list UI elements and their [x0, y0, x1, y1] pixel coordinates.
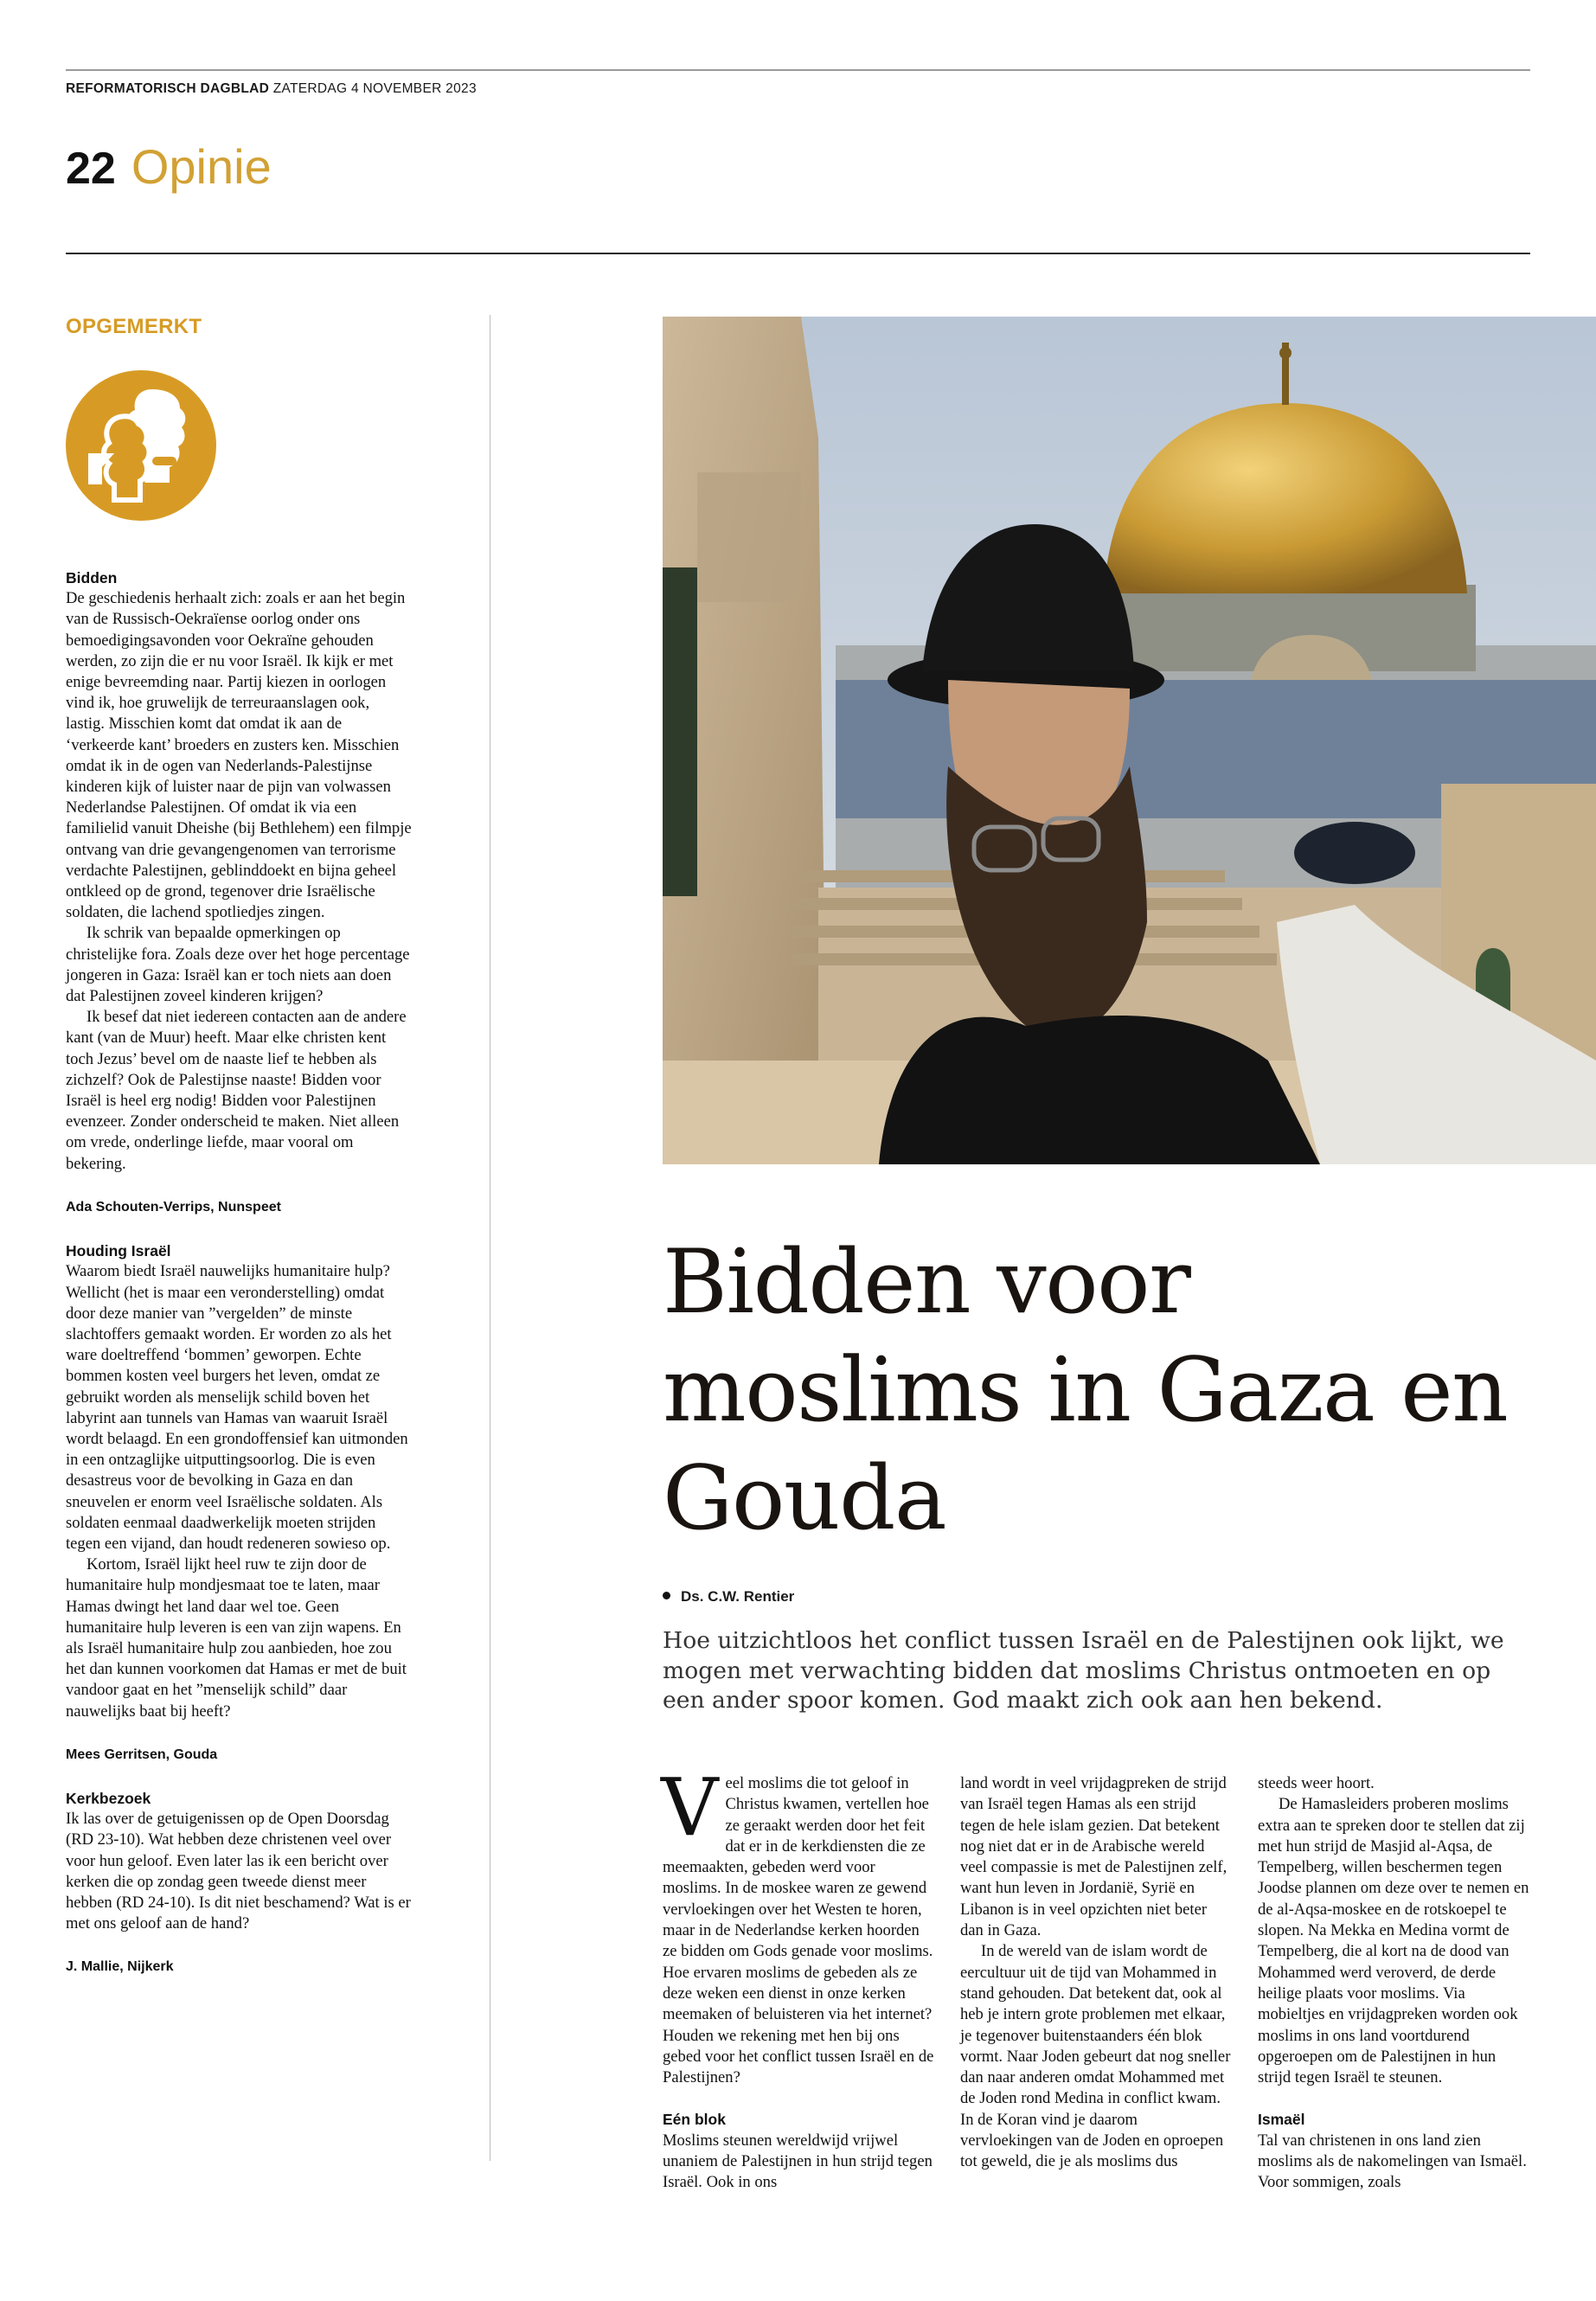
body-paragraph: eel moslims die tot geloof in Christus kwamen, vertellen hoe ze geraakt werden door het feit dat er in de kerkdiensten die ze meemaakten, gebeden werd voor moslims. In de moskee waren ze gewend vervloekingen over het Westen te horen, maar in de Nederlandse kerken hoorden ze bidden om Gods genade voor moslims. Hoe ervaren moslims de gebeden als ze deze weken een dienst in onze kerken meemaken of beluisteren via het internet? Houden we rekening met hen bij ons gebed voor het conflict tussen Israël en de Palestijnen? — [663, 1774, 934, 2087]
letter-paragraph: Ik besef dat niet iedereen contacten aan de andere kant (van de Muur) heeft. Maar elke christen kent toch Jezus’ bevel om de naaste lief te hebben als zichzelf? Ook de Palestijnse naaste! Bidden voor Israël is heel erg nodig! Bidden voor Palestijnen evenzeer. Zonder onderscheid te maken. Niet alleen om vrede, onderlinge liefde, maar vooral om bekering. — [66, 1008, 407, 1173]
body-paragraph: land wordt in veel vrijdagpreken de strijd van Israël tegen Hamas als een strijd tegen de hele islam gezien. Dat betekent nog niet dat er in de Arabische wereld veel compassie is met de Palestijnen zelf, want hun leven in Jordanië, Syrië en Libanon is in veel opzichten niet beter dan in Gaza. — [960, 1774, 1227, 1940]
letter-title: Kerkbezoek — [66, 1789, 151, 1807]
body-paragraph: In de wereld van de islam wordt de eercultuur uit de tijd van Mohammed in stand gehouden. Dat betekent dat, ook al heb je intern grote problemen met elkaar, je tegenover buitenstaanders één blok vormt. Naar Joden gebeurt dat nog sneller dan naar anderen omdat Mohammed met de Joden rond Medina in conflict kwam. In de Koran vind je daarom vervloekingen van de Joden en oproepen tot geweld, die je als moslims dus — [960, 1942, 1231, 2171]
letter-title: Bidden — [66, 569, 118, 586]
letter-author: Ada Schouten-Verrips, Nunspeet — [66, 1199, 281, 1215]
dropcap: V — [661, 1761, 719, 1854]
subhead: Eén blok — [663, 2111, 726, 2129]
letter-paragraph: Ik schrik van bepaalde opmerkingen op christelijke fora. Zoals deze over het hoge percentage jongeren in Gaza: Israël kan er toch niets aan doen dat Palestijnen zoveel kinderen krijgen? — [66, 924, 410, 1006]
body-column-2 — [960, 1773, 1232, 2173]
body-column-3 — [1258, 1773, 1529, 2194]
thumbs-opinion-icon — [66, 370, 216, 521]
article-intro: Hoe uitzichtloos het conflict tussen Israël en de Palestijnen ook lijkt, we mogen met verwachting bidden dat moslims Christus ontmoeten en op een ander spoor komen. God maakt zich ook aan hen bekend. — [663, 1627, 1504, 1714]
opgemerkt-label: OPGEMERKT — [66, 315, 202, 338]
header-rule — [66, 253, 1530, 254]
body-paragraph: Tal van christenen in ons land zien moslims als de nakomelingen van Ismaël. Voor sommigen, zoals — [1258, 2131, 1527, 2192]
section-header — [66, 138, 272, 195]
body-paragraph: De Hamasleiders proberen moslims extra aan te spreken door te stellen dat zij met hun strijd de Masjid al-Aqsa, de Tempelberg, willen beschermen tegen Joodse plannen om deze over te nemen en de al-Aqsa-moskee en de rotskoepel te slopen. Na Mekka en Medina vormt de Tempelberg, die al kort na de dood van Mohammed werd veroverd, de derde heilige plaats voor moslims. Via mobieltjes en vrijdagpreken worden ook moslims in ons land voortdurend opgeroepen om de Palestijnen in hun strijd tegen Israël te steunen. — [1258, 1795, 1529, 2087]
section-title: Opinie — [131, 139, 272, 194]
article-photo — [663, 317, 1596, 1164]
letter-author: J. Mallie, Nijkerk — [66, 1959, 174, 1975]
letter-paragraph: De geschiedenis herhaalt zich: zoals er aan het begin van de Russisch-Oekraïense oorlog onder ons bemoedigingsavonden voor Oekraïne gehouden werden, zo zijn die er nu voor Israël. Ik kijk er met enige bevreemding naar. Partij kiezen in oorlogen vind ik, hoe gruwelijk de terreuraanslagen ook, lastig. Misschien komt dat omdat ik aan de ‘verkeerde kant’ broeders en zusters ken. Misschien omdat ik in de ogen van Nederlands-Palestijnse kinderen kijk of luister naar de pijn van volwassen Nederlandse Palestijnen. Of omdat ik via een familielid vanuit Dheishe (bij Bethlehem) een filmpje ontvang van drie gevangengenomen van terrorisme verdachte Palestijnen, geblinddoekt en bijna geheel ontkleed op de grond, tegenover drie Israëlische soldaten, die lachend spotliedjes zingen. — [66, 589, 412, 922]
letter-bidden — [66, 567, 412, 2001]
letter-title: Houding Israël — [66, 1242, 171, 1260]
letter-paragraph: Kortom, Israël lijkt heel ruw te zijn door de humanitaire hulp mondjesmaat toe te laten, maar Hamas dwingt het land daar wel toe. Geen humanitaire hulp leveren is een van zijn wapens. En als Israël humanitaire hulp zou aanbieden, hoe zou het dan kunnen voorkomen dat Hamas er met de buit vandoor gaat en het ”menselijk schild” daar nauwelijks baat bij heeft? — [66, 1555, 407, 1721]
bullet-icon — [663, 1592, 670, 1599]
top-rule — [66, 69, 1530, 71]
body-paragraph: Moslims steunen wereldwijd vrijwel unaniem de Palestijnen in hun strijd tegen Israël. Ook in ons — [663, 2131, 933, 2192]
page-number: 22 — [66, 144, 116, 194]
article-headline: Bidden voor moslims in Gaza en Gouda — [663, 1231, 1508, 1550]
subhead: Ismaël — [1258, 2111, 1305, 2129]
masthead-paper: REFORMATORISCH DAGBLAD — [66, 81, 270, 96]
byline-author: Ds. C.W. Rentier — [681, 1588, 795, 1605]
letter-paragraph: Ik las over de getuigenissen op de Open Doorsdag (RD 23-10). Wat hebben deze christenen veel over voor hun geloof. Even later las ik een bericht over kerken die op zondag geen tweede dienst meer hebben (RD 24-10). Is dit niet beschamend? Wat is er met ons geloof aan de hand? — [66, 1810, 411, 1933]
letter-author: Mees Gerritsen, Gouda — [66, 1747, 218, 1762]
masthead-date: ZATERDAG 4 NOVEMBER 2023 — [272, 81, 477, 96]
body-paragraph: steeds weer hoort. — [1258, 1774, 1375, 1792]
letter-paragraph: Waarom biedt Israël nauwelijks humanitaire hulp? Wellicht (het is maar een veronderstelling) omdat door deze manier van ”vergelden” de minste slachtoffers gemaakt worden. Er worden zo als het ware doeltreffend ‘bommen’ geworpen. Echte bommen kosten veel burgers het leven, omdat ze gebruikt worden als menselijk schild boven het labyrint aan tunnels van Hamas van waaruit Israël wordt belaagd. En een grondoffensief kan uitmonden in een ontzaglijke uitputtingsoorlog. Die is even desastreus voor de bevolking in Gaza en dan sneuvelen er enorm veel Israëlische soldaten. Als soldaten eenmaal daadwerkelijk moeten strijden tegen een vijand, dan houdt redeneren sowieso op. — [66, 1262, 408, 1553]
masthead — [66, 81, 477, 97]
byline — [663, 1588, 794, 1606]
body-column-1 — [661, 1761, 934, 2194]
